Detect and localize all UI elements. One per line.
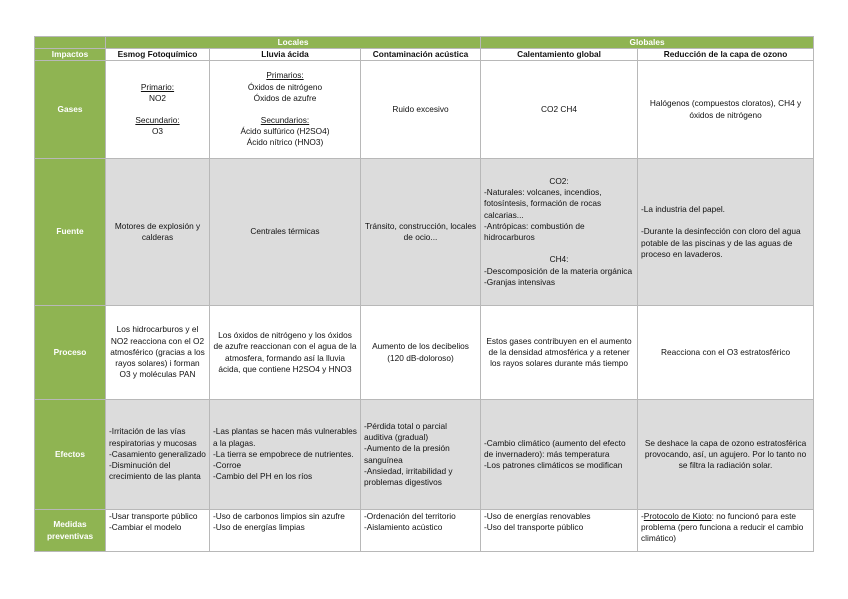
cell-gases-ozono: Halógenos (compuestos cloratos), CH4 y óxidos de nitrógeno xyxy=(638,61,814,159)
row-label-medidas: Medidas preventivas xyxy=(35,510,106,552)
impactos-header: Impactos xyxy=(35,49,106,61)
efecto-item: -Corroe xyxy=(213,460,242,471)
cell-fuente-esmog: Motores de explosión y calderas xyxy=(106,159,210,306)
section-header-row xyxy=(35,37,814,49)
efecto-item: -Irritación de las vías respiratorias y mucosas xyxy=(109,426,197,448)
medida-item: -Uso de energías limpias xyxy=(213,522,305,533)
impacts-table xyxy=(34,36,814,552)
col-acustica: Contaminación acústica xyxy=(361,49,481,61)
col-lluvia: Lluvia ácida xyxy=(210,49,361,61)
co2-line: -Naturales: volcanes, incendios, fotosíntesis, formación de rocas calcarias... xyxy=(484,187,602,220)
secundarios-label: Secundarios: xyxy=(260,115,310,125)
secundarios-item: Ácido sulfúrico (H2SO4) xyxy=(240,126,330,137)
co2-line: -Antrópicas: combustión de hidrocarburos xyxy=(484,220,585,243)
medida-item: -Ordenación del territorio xyxy=(364,511,456,521)
primarios-item: Óxidos de azufre xyxy=(253,92,317,103)
efecto-item: -Ansiedad, irritabilidad y problemas digestivos xyxy=(364,465,453,487)
ch4-line: -Descomposición de la materia orgánica xyxy=(484,265,633,276)
cell-fuente-lluvia: Centrales térmicas xyxy=(210,159,361,306)
medida-item: -Uso de carbonos limpios sin azufre xyxy=(213,511,345,521)
cell-gases-calentamiento: CO2 CH4 xyxy=(481,61,638,159)
co2-title: CO2: xyxy=(549,176,569,187)
efecto-item: -Disminución del crecimiento de las planta xyxy=(109,460,201,482)
efecto-item: -Las plantas se hacen más vulnerables a la plagas. xyxy=(213,426,357,448)
globales-header: Globales xyxy=(481,37,814,49)
primario-label: Primario: xyxy=(140,81,175,92)
row-label-gases: Gases xyxy=(35,61,106,159)
efecto-item: -Cambio climático (aumento del efecto de invernadero): más temperatura xyxy=(484,437,626,459)
primarios-label: Primarios: xyxy=(266,70,304,81)
medida-item: -Uso de energías renovables xyxy=(484,511,591,521)
ozono-fuente-line: -La industria del papel. xyxy=(641,204,725,215)
column-header-row xyxy=(35,49,814,61)
efecto-item: -Cambio del PH en los ríos xyxy=(213,471,313,482)
cell-medidas-ozono xyxy=(638,510,814,552)
secundario-value: O3 xyxy=(151,126,164,137)
cell-medidas-acustica xyxy=(361,510,481,552)
cell-proceso-acustica: Aumento de los decibelios (120 dB-doloroso) xyxy=(361,306,481,400)
col-esmog: Esmog Fotoquímico xyxy=(106,49,210,61)
cell-proceso-lluvia: Los óxidos de nitrógeno y los óxidos de azufre reaccionan con el agua de la atmosfera, formando así la lluvia ácida, que contiene H2SO4 y HNO3 xyxy=(210,306,361,400)
cell-medidas-calentamiento xyxy=(481,510,638,552)
ch4-line: -Granjas intensivas xyxy=(484,276,556,287)
cell-medidas-esmog xyxy=(106,510,210,552)
locales-header: Locales xyxy=(106,37,481,49)
secundarios-item: Ácido nítrico (HNO3) xyxy=(246,137,324,148)
medida-item: -Aislamiento acústico xyxy=(364,522,443,533)
cell-efectos-esmog xyxy=(106,400,210,510)
ch4-title: CH4: xyxy=(549,254,569,265)
efecto-item: -Casamiento generalizado xyxy=(109,448,206,459)
cell-proceso-esmog: Los hidrocarburos y el NO2 reacciona con el O2 atmosférico (gracias a los rayos solares) i forman O3 y moléculas PAN xyxy=(106,306,210,400)
table-row-efectos xyxy=(35,400,814,510)
cell-proceso-calentamiento: Estos gases contribuyen en el aumento de la densidad atmosférica y a retener los rayos solares durante más tiempo xyxy=(481,306,638,400)
cell-fuente-acustica: Tránsito, construcción, locales de ocio... xyxy=(361,159,481,306)
row-label-efectos: Efectos xyxy=(35,400,106,510)
header-blank xyxy=(35,37,106,49)
efecto-item: -Los patrones climáticos se modifican xyxy=(484,460,623,471)
medida-prefix: - xyxy=(641,511,644,521)
cell-fuente-ozono xyxy=(638,159,814,306)
col-ozono: Reducción de la capa de ozono xyxy=(638,49,814,61)
medida-item: -Usar transporte público xyxy=(109,511,198,521)
table-row-proceso xyxy=(35,306,814,400)
row-label-fuente: Fuente xyxy=(35,159,106,306)
protocolo-kioto-link: Protocolo de Kioto xyxy=(643,511,712,521)
col-calentamiento: Calentamiento global xyxy=(481,49,638,61)
cell-gases-esmog xyxy=(106,61,210,159)
primarios-item: Óxidos de nitrógeno xyxy=(247,81,323,92)
cell-efectos-ozono: Se deshace la capa de ozono estratosférica provocando, así, un agujero. Por lo tanto no se filtra la radiación solar. xyxy=(638,400,814,510)
table-row-fuente xyxy=(35,159,814,306)
row-label-proceso: Proceso xyxy=(35,306,106,400)
primario-value: NO2 xyxy=(148,92,167,103)
table-row-gases xyxy=(35,61,814,159)
cell-proceso-ozono: Reacciona con el O3 estratosférico xyxy=(638,306,814,400)
table-row-medidas xyxy=(35,510,814,552)
ozono-fuente-line: -Durante la desinfección con cloro del agua potable de las piscinas y de las aguas de proceso en lavaderos. xyxy=(641,226,801,259)
cell-efectos-calentamiento xyxy=(481,400,638,510)
medida-item: -Cambiar el modelo xyxy=(109,522,182,533)
efecto-item: -Pérdida total o parcial auditiva (gradual) xyxy=(364,420,448,443)
cell-efectos-acustica xyxy=(361,400,481,510)
secundario-label: Secundario: xyxy=(135,115,180,125)
cell-efectos-lluvia xyxy=(210,400,361,510)
cell-gases-lluvia xyxy=(210,61,361,159)
cell-medidas-lluvia xyxy=(210,510,361,552)
efecto-item: -La tierra se empobrece de nutrientes. xyxy=(213,448,354,459)
cell-gases-acustica: Ruido excesivo xyxy=(361,61,481,159)
medida-text: : no funcionó para este problema (pero funciona a reducir el cambio climático) xyxy=(641,511,804,544)
cell-fuente-calentamiento xyxy=(481,159,638,306)
medida-item: -Uso del transporte público xyxy=(484,522,584,533)
efecto-item: -Aumento de la presión sanguínea xyxy=(364,443,450,465)
